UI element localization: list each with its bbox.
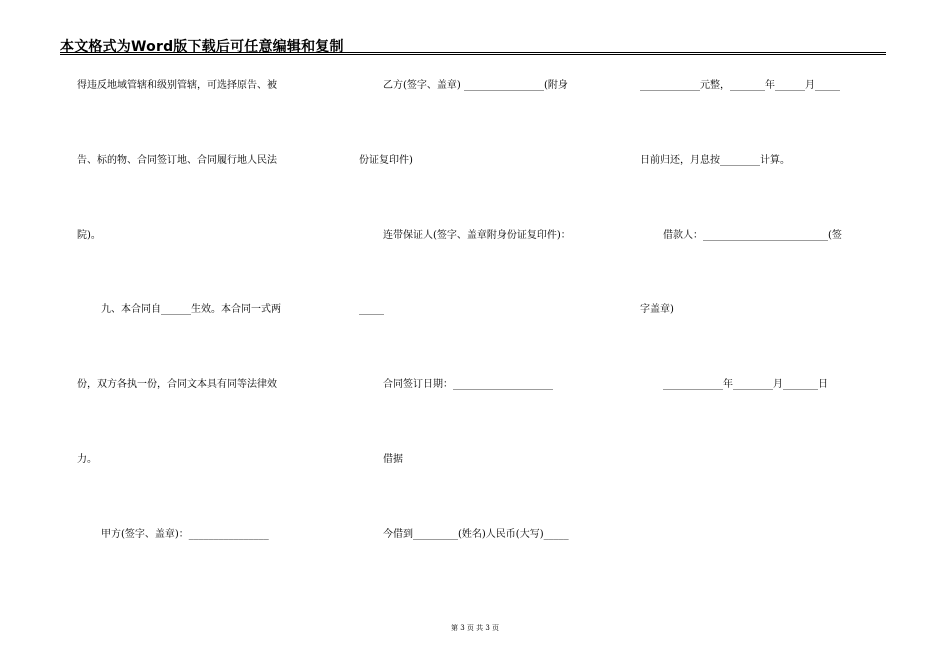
page-number: 第 3 页 共 3 页 bbox=[450, 624, 500, 632]
contract-date-line: 合同签订日期：____________________ bbox=[383, 379, 553, 390]
borrower-signature-line: 借款人：_________________________(签 bbox=[663, 230, 842, 241]
document-header-title: 本文格式为Word版下载后可任意编辑和复制 bbox=[60, 39, 344, 55]
header-rule-thin bbox=[60, 54, 886, 55]
left-column-line: 份，双方各执一份，合同文本具有同等法律效 bbox=[77, 379, 277, 390]
iou-heading: 借据 bbox=[383, 454, 403, 465]
guarantor-signature-line: 连带保证人(签字、盖章附身份证复印件)： bbox=[383, 230, 571, 241]
left-column-line: 得违反地域管辖和级别管辖，可选择原告、被 bbox=[77, 80, 277, 91]
party-b-signature-line: 乙方(签字、盖章) ________________(附身 bbox=[383, 80, 568, 91]
left-column-line: 告、标的物、合同签订地、合同履行地人民法 bbox=[77, 155, 277, 166]
iou-body-line: 今借到_________(姓名)人民币(大写)_____ bbox=[383, 529, 569, 540]
right-column-line: 字盖章) bbox=[640, 304, 674, 315]
left-column-line: 院)。 bbox=[77, 230, 101, 241]
middle-column-line: 份证复印件) bbox=[359, 155, 413, 166]
right-column-line: ____________元整，_______年______月_____ bbox=[640, 80, 840, 91]
left-column-line: 九、本合同自______生效。本合同一式两 bbox=[101, 304, 281, 315]
header-rule bbox=[60, 52, 886, 53]
party-a-signature-line: 甲方(签字、盖章)：________________ bbox=[101, 529, 269, 540]
left-column-line: 力。 bbox=[77, 454, 97, 465]
right-column-line: 日前归还，月息按________计算。 bbox=[640, 155, 790, 166]
borrower-date-line: ____________年________月_______日 bbox=[663, 379, 828, 390]
middle-column-line: _____ bbox=[359, 304, 384, 315]
